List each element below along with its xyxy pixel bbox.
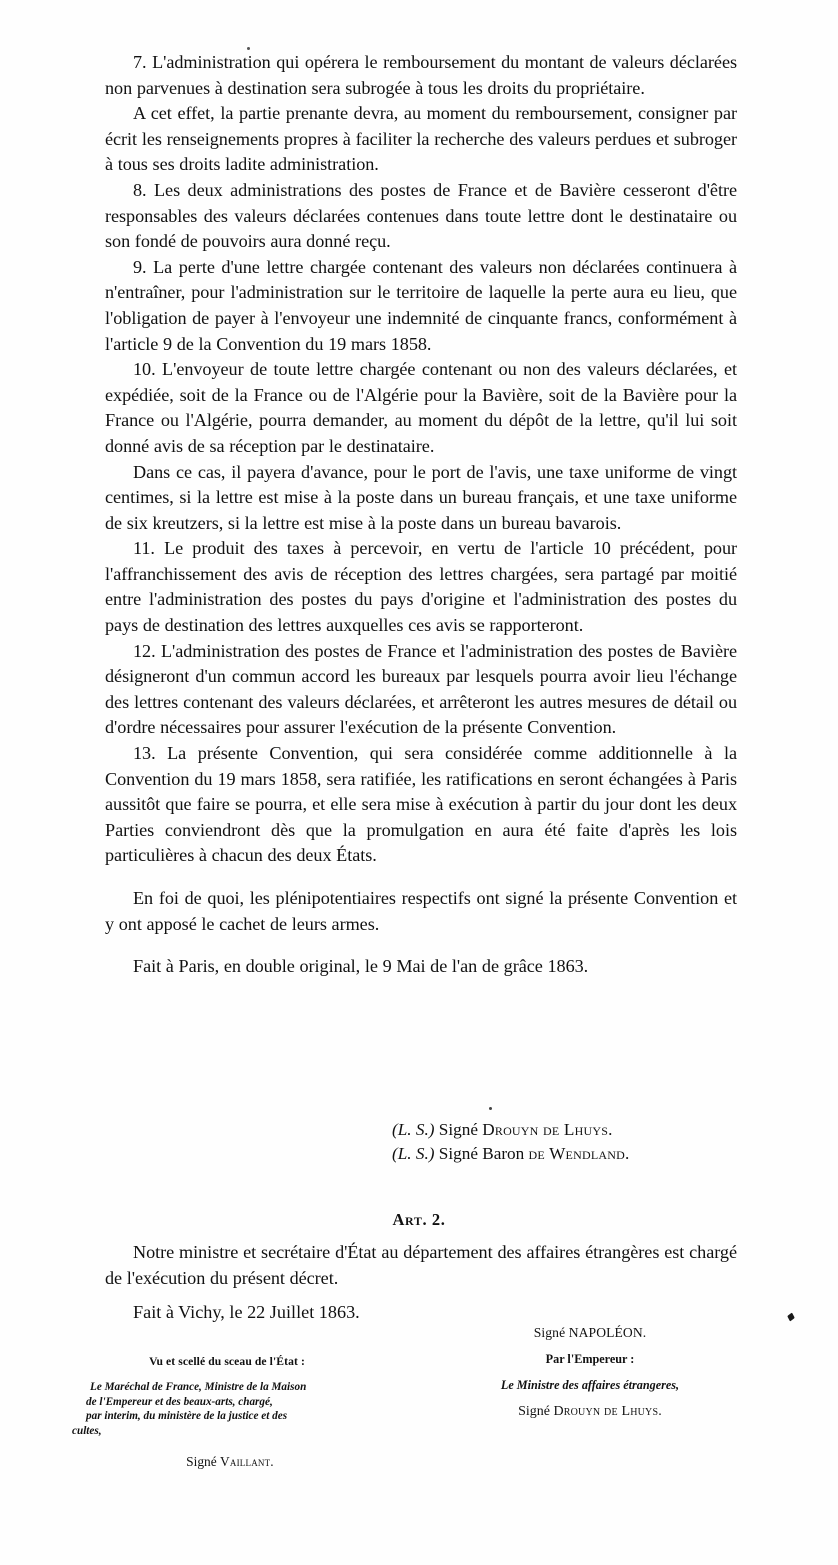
footer-left-block: [72, 1355, 382, 1470]
article-paragraph-8: 8. Les deux administrations des postes de France et de Bavière cesseront d'être responsables des valeurs déclarées contenues dans toute lettre dont le destinataire ou son fondé de pouvoirs aura donné reçu.: [105, 179, 737, 252]
article-paragraph-7-cont: A cet effet, la partie prenante devra, au moment du remboursement, consigner par écrit les renseignements propres à faciliter la recherche des valeurs perdues et subroger à tous ses droits ladite administration.: [105, 103, 737, 175]
ink-speck-artifact-3: [787, 1312, 795, 1321]
signed-prefix-emperor: Signé: [533, 1325, 566, 1340]
convention-signature-block: [392, 1118, 752, 1166]
office-line-3: par interim, du ministère de la justice et des: [86, 1410, 288, 1423]
office-line-4: cultes,: [72, 1424, 102, 1437]
office-line-2: de l'Empereur et des beaux-arts, chargé,: [86, 1395, 273, 1408]
signature-line-wendland: [392, 1142, 752, 1166]
signatory-name-drouyn: Drouyn de Lhuys.: [482, 1120, 613, 1139]
article-paragraph-11: 11. Le produit des taxes à percevoir, en vertu de l'article 10 précédent, pour l'affranchissement des avis de réception des lettres chargées, sera partagé par moitié entre l'administration des postes du pays d'origine et l'administration des postes du pays de destination des lettres auxquelles ces avis se rapporteront.: [105, 538, 737, 636]
faith-clause-paragraph: En foi de quoi, les plénipotentiaires respectifs ont signé la présente Convention et y ont apposé le cachet de leurs armes.: [105, 888, 737, 934]
article-2-paragraph: Notre ministre et secrétaire d'État au département des affaires étrangères est chargé de l'exécution du présent décret.: [105, 1242, 737, 1288]
seal-marker-1: (L. S.): [392, 1120, 435, 1139]
signature-line-drouyn-footer: [440, 1404, 740, 1420]
signatory-name-wendland: de Wendland.: [528, 1144, 630, 1163]
signed-prefix-drouyn-footer: Signé: [518, 1404, 550, 1419]
signed-prefix-1: Signé: [438, 1120, 478, 1139]
main-text-column: [105, 50, 737, 980]
signature-line-drouyn: [392, 1118, 752, 1142]
article-paragraph-7: 7. L'administration qui opérera le remboursement du montant de valeurs déclarées non parvenues à destination sera subrogée à tous les droits du propriétaire.: [105, 52, 737, 98]
article-paragraph-12: 12. L'administration des postes de France et l'administration des postes de Bavière désigneront d'un commun accord les bureaux par lesquels pourra avoir lieu l'échange des lettres contenant des valeurs déclarées, et arrêteront les autres mesures de détail ou d'ordre nécessaires pour assurer l'exécution de la présente Convention.: [105, 640, 737, 738]
emperor-name: NAPOLÉON.: [568, 1325, 647, 1340]
office-line-1: Le Maréchal de France, Ministre de la Maison: [90, 1381, 307, 1393]
article-paragraph-10-cont: Dans ce cas, il payera d'avance, pour le port de l'avis, une taxe uniforme de vingt centimes, si la lettre est mise à la poste dans un bureau français, et une taxe uniforme de six kreutzers, si la lettre est mise à la poste dans un bureau bavarois.: [105, 461, 737, 533]
vichy-place-date: Fait à Vichy, le 22 Juillet 1863.: [133, 1302, 360, 1322]
article-paragraph-13: 13. La présente Convention, qui sera considérée comme additionnelle à la Convention du 19 mars 1858, sera ratifiée, les ratifications en seront échangées à Paris aussitôt que faire se pourra, et elle sera mise à exécution à partir du jour dont les deux Parties conviendront dès que la promulgation en aura été faite d'après les lois particulières à chacun des deux États.: [105, 743, 737, 866]
seal-marker-2: (L. S.): [392, 1144, 435, 1163]
article-paragraph-10: 10. L'envoyeur de toute lettre chargée contenant ou non des valeurs déclarées, et expédiée, soit de la France ou de l'Algérie pour la Bavière, soit de la Bavière pour la France ou l'Algérie, pourra demander, au moment du dépôt de la lettre, qu'il lui soit donné avis de sa réception par le destinataire.: [105, 359, 737, 456]
signatory-name-vaillant: Vaillant.: [220, 1454, 274, 1470]
paris-place-date: Fait à Paris, en double original, le 9 Mai de l'an de grâce 1863.: [133, 956, 589, 977]
signed-prefix-vaillant: Signé: [186, 1454, 217, 1470]
signatory-name-drouyn-footer: Drouyn de Lhuys.: [553, 1404, 662, 1419]
by-emperor-label: Par l'Empereur :: [545, 1352, 635, 1366]
ink-speck-artifact-2: [489, 1107, 492, 1110]
minister-office-description: [72, 1380, 382, 1438]
signed-prefix-2: Signé Baron: [438, 1144, 525, 1163]
emperor-signature-line: [440, 1325, 740, 1341]
seal-statement: Vu et scellé du sceau de l'État :: [149, 1355, 305, 1368]
footer-right-block: [440, 1325, 740, 1420]
article-2-heading: Art. 2.: [392, 1210, 446, 1229]
article-paragraph-9: 9. La perte d'une lettre chargée contenant des valeurs non déclarées continuera à n'entraîner, pour l'administration sur le territoire de laquelle la perte aura eu lieu, que l'obligation de payer à l'envoyeur une indemnité de cinquante francs, conformément à l'article 9 de la Convention du 19 mars 1858.: [105, 256, 737, 354]
article-2-body-wrapper: [105, 1240, 737, 1291]
signature-line-vaillant: [72, 1454, 382, 1470]
foreign-minister-title: Le Ministre des affaires étrangeres,: [500, 1378, 680, 1392]
